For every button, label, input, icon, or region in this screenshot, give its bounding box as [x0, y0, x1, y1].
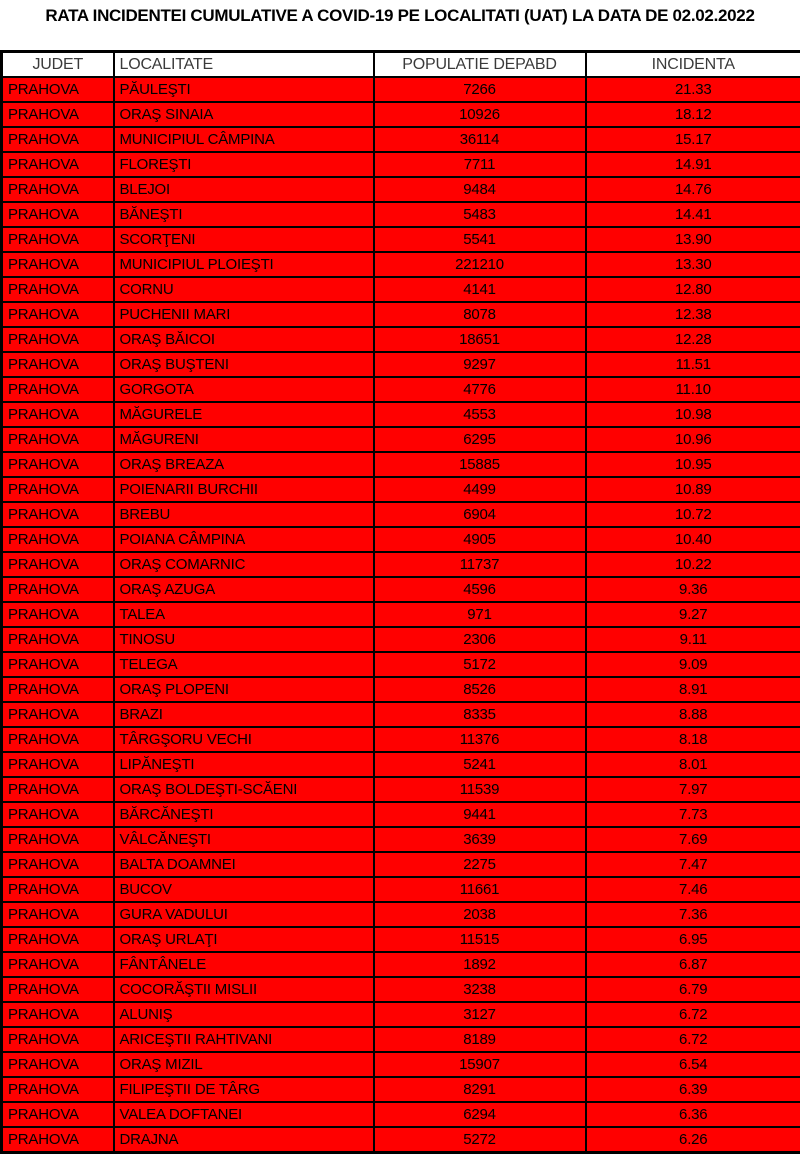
table-row: [2, 627, 800, 652]
cell-localitate: MĂGURELE: [114, 402, 374, 427]
cell-populatie: 11539: [374, 777, 586, 802]
cell-incidenta: 14.76: [586, 177, 800, 202]
cell-judet: PRAHOVA: [2, 702, 114, 727]
incidence-table: [0, 50, 800, 1154]
cell-populatie: 15885: [374, 452, 586, 477]
cell-populatie: 4776: [374, 377, 586, 402]
cell-judet: PRAHOVA: [2, 77, 114, 102]
cell-localitate: GORGOTA: [114, 377, 374, 402]
table-header: [2, 52, 800, 78]
table-row: [2, 277, 800, 302]
cell-incidenta: 10.98: [586, 402, 800, 427]
cell-incidenta: 13.30: [586, 252, 800, 277]
cell-localitate: VÂLCĂNEŞTI: [114, 827, 374, 852]
cell-judet: PRAHOVA: [2, 102, 114, 127]
cell-populatie: 5272: [374, 1127, 586, 1153]
cell-judet: PRAHOVA: [2, 277, 114, 302]
cell-judet: PRAHOVA: [2, 727, 114, 752]
table-row: [2, 352, 800, 377]
table-row: [2, 377, 800, 402]
cell-incidenta: 10.95: [586, 452, 800, 477]
cell-judet: PRAHOVA: [2, 1102, 114, 1127]
cell-localitate: BUCOV: [114, 877, 374, 902]
column-header-judet: JUDET: [2, 52, 114, 78]
cell-populatie: 8291: [374, 1077, 586, 1102]
cell-populatie: 18651: [374, 327, 586, 352]
table-row: [2, 177, 800, 202]
cell-localitate: ORAŞ URLAŢI: [114, 927, 374, 952]
cell-localitate: ARICEŞTII RAHTIVANI: [114, 1027, 374, 1052]
cell-populatie: 4596: [374, 577, 586, 602]
cell-localitate: COCORĂŞTII MISLII: [114, 977, 374, 1002]
cell-incidenta: 14.41: [586, 202, 800, 227]
table-row: [2, 202, 800, 227]
cell-populatie: 7711: [374, 152, 586, 177]
cell-judet: PRAHOVA: [2, 652, 114, 677]
cell-localitate: BRAZI: [114, 702, 374, 727]
cell-localitate: SCORŢENI: [114, 227, 374, 252]
cell-judet: PRAHOVA: [2, 852, 114, 877]
cell-localitate: POIENARII BURCHII: [114, 477, 374, 502]
table-row: [2, 327, 800, 352]
cell-judet: PRAHOVA: [2, 1077, 114, 1102]
cell-judet: PRAHOVA: [2, 902, 114, 927]
cell-incidenta: 11.10: [586, 377, 800, 402]
cell-localitate: BREBU: [114, 502, 374, 527]
cell-localitate: ORAŞ BUŞTENI: [114, 352, 374, 377]
table-body: [2, 77, 800, 1153]
cell-judet: PRAHOVA: [2, 502, 114, 527]
cell-judet: PRAHOVA: [2, 302, 114, 327]
cell-localitate: TÂRGŞORU VECHI: [114, 727, 374, 752]
cell-localitate: FILIPEŞTII DE TÂRG: [114, 1077, 374, 1102]
table-row: [2, 427, 800, 452]
cell-populatie: 2306: [374, 627, 586, 652]
cell-incidenta: 6.87: [586, 952, 800, 977]
cell-incidenta: 10.72: [586, 502, 800, 527]
cell-judet: PRAHOVA: [2, 402, 114, 427]
table-row: [2, 902, 800, 927]
cell-judet: PRAHOVA: [2, 152, 114, 177]
cell-localitate: CORNU: [114, 277, 374, 302]
table-row: [2, 402, 800, 427]
cell-incidenta: 11.51: [586, 352, 800, 377]
cell-judet: PRAHOVA: [2, 877, 114, 902]
cell-incidenta: 6.39: [586, 1077, 800, 1102]
cell-localitate: ORAŞ PLOPENI: [114, 677, 374, 702]
cell-populatie: 11661: [374, 877, 586, 902]
cell-localitate: ORAŞ COMARNIC: [114, 552, 374, 577]
cell-incidenta: 12.80: [586, 277, 800, 302]
table-row: [2, 677, 800, 702]
table-row: [2, 127, 800, 152]
cell-populatie: 8526: [374, 677, 586, 702]
cell-judet: PRAHOVA: [2, 777, 114, 802]
cell-populatie: 8078: [374, 302, 586, 327]
cell-populatie: 5172: [374, 652, 586, 677]
cell-judet: PRAHOVA: [2, 627, 114, 652]
cell-incidenta: 10.40: [586, 527, 800, 552]
cell-populatie: 971: [374, 602, 586, 627]
cell-localitate: GURA VADULUI: [114, 902, 374, 927]
cell-localitate: FLOREŞTI: [114, 152, 374, 177]
cell-localitate: BĂNEŞTI: [114, 202, 374, 227]
table-row: [2, 652, 800, 677]
table-row: [2, 1002, 800, 1027]
cell-incidenta: 18.12: [586, 102, 800, 127]
column-header-localitate: LOCALITATE: [114, 52, 374, 78]
cell-judet: PRAHOVA: [2, 127, 114, 152]
cell-populatie: 9484: [374, 177, 586, 202]
cell-incidenta: 21.33: [586, 77, 800, 102]
cell-incidenta: 6.95: [586, 927, 800, 952]
cell-populatie: 15907: [374, 1052, 586, 1077]
cell-localitate: MUNICIPIUL PLOIEŞTI: [114, 252, 374, 277]
cell-incidenta: 8.88: [586, 702, 800, 727]
cell-judet: PRAHOVA: [2, 552, 114, 577]
cell-localitate: BĂRCĂNEŞTI: [114, 802, 374, 827]
table-row: [2, 502, 800, 527]
cell-localitate: VALEA DOFTANEI: [114, 1102, 374, 1127]
cell-localitate: FÂNTÂNELE: [114, 952, 374, 977]
table-row: [2, 302, 800, 327]
cell-incidenta: 10.22: [586, 552, 800, 577]
table-row: [2, 1052, 800, 1077]
cell-incidenta: 9.27: [586, 602, 800, 627]
table-row: [2, 752, 800, 777]
table-row: [2, 727, 800, 752]
cell-incidenta: 7.73: [586, 802, 800, 827]
cell-populatie: 3238: [374, 977, 586, 1002]
cell-populatie: 11515: [374, 927, 586, 952]
table-row: [2, 1127, 800, 1153]
cell-judet: PRAHOVA: [2, 1052, 114, 1077]
table-row: [2, 1102, 800, 1127]
cell-populatie: 36114: [374, 127, 586, 152]
cell-populatie: 10926: [374, 102, 586, 127]
cell-judet: PRAHOVA: [2, 527, 114, 552]
cell-populatie: 5483: [374, 202, 586, 227]
cell-judet: PRAHOVA: [2, 927, 114, 952]
cell-populatie: 2038: [374, 902, 586, 927]
column-header-populatie: POPULATIE DEPABD: [374, 52, 586, 78]
cell-localitate: ALUNIŞ: [114, 1002, 374, 1027]
table-row: [2, 152, 800, 177]
table-row: [2, 227, 800, 252]
cell-incidenta: 7.46: [586, 877, 800, 902]
cell-populatie: 11376: [374, 727, 586, 752]
cell-localitate: ORAŞ MIZIL: [114, 1052, 374, 1077]
cell-incidenta: 9.36: [586, 577, 800, 602]
table-row: [2, 827, 800, 852]
cell-judet: PRAHOVA: [2, 477, 114, 502]
table-row: [2, 552, 800, 577]
cell-incidenta: 10.89: [586, 477, 800, 502]
cell-localitate: DRAJNA: [114, 1127, 374, 1153]
cell-judet: PRAHOVA: [2, 802, 114, 827]
table-row: [2, 702, 800, 727]
table-row: [2, 1077, 800, 1102]
cell-localitate: TELEGA: [114, 652, 374, 677]
cell-populatie: 9297: [374, 352, 586, 377]
cell-incidenta: 15.17: [586, 127, 800, 152]
cell-judet: PRAHOVA: [2, 177, 114, 202]
cell-populatie: 8335: [374, 702, 586, 727]
cell-populatie: 6904: [374, 502, 586, 527]
cell-judet: PRAHOVA: [2, 1002, 114, 1027]
cell-localitate: POIANA CÂMPINA: [114, 527, 374, 552]
cell-judet: PRAHOVA: [2, 252, 114, 277]
cell-judet: PRAHOVA: [2, 577, 114, 602]
cell-localitate: ORAŞ AZUGA: [114, 577, 374, 602]
cell-incidenta: 6.36: [586, 1102, 800, 1127]
cell-judet: PRAHOVA: [2, 1127, 114, 1153]
cell-judet: PRAHOVA: [2, 452, 114, 477]
cell-judet: PRAHOVA: [2, 1027, 114, 1052]
cell-incidenta: 13.90: [586, 227, 800, 252]
cell-judet: PRAHOVA: [2, 327, 114, 352]
table-row: [2, 602, 800, 627]
cell-localitate: ORAŞ BOLDEŞTI-SCĂENI: [114, 777, 374, 802]
cell-localitate: TALEA: [114, 602, 374, 627]
cell-incidenta: 6.72: [586, 1027, 800, 1052]
cell-incidenta: 12.38: [586, 302, 800, 327]
cell-localitate: ORAŞ BĂICOI: [114, 327, 374, 352]
cell-judet: PRAHOVA: [2, 352, 114, 377]
table-row: [2, 452, 800, 477]
cell-populatie: 6294: [374, 1102, 586, 1127]
cell-populatie: 2275: [374, 852, 586, 877]
cell-incidenta: 7.97: [586, 777, 800, 802]
cell-populatie: 9441: [374, 802, 586, 827]
table-row: [2, 977, 800, 1002]
cell-localitate: BALTA DOAMNEI: [114, 852, 374, 877]
cell-localitate: PUCHENII MARI: [114, 302, 374, 327]
cell-incidenta: 9.11: [586, 627, 800, 652]
cell-incidenta: 9.09: [586, 652, 800, 677]
cell-localitate: PĂULEŞTI: [114, 77, 374, 102]
cell-populatie: 4905: [374, 527, 586, 552]
page-title: RATA INCIDENTEI CUMULATIVE A COVID-19 PE LOCALITATI (UAT) LA DATA DE 02.02.2022: [45, 6, 755, 25]
cell-populatie: 221210: [374, 252, 586, 277]
cell-incidenta: 6.54: [586, 1052, 800, 1077]
cell-populatie: 5541: [374, 227, 586, 252]
cell-populatie: 5241: [374, 752, 586, 777]
cell-populatie: 3127: [374, 1002, 586, 1027]
cell-judet: PRAHOVA: [2, 752, 114, 777]
cell-incidenta: 7.47: [586, 852, 800, 877]
cell-localitate: ORAŞ BREAZA: [114, 452, 374, 477]
cell-localitate: MĂGURENI: [114, 427, 374, 452]
column-header-incidenta: INCIDENTA: [586, 52, 800, 78]
cell-incidenta: 10.96: [586, 427, 800, 452]
cell-incidenta: 7.36: [586, 902, 800, 927]
table-row: [2, 802, 800, 827]
cell-incidenta: 8.18: [586, 727, 800, 752]
cell-judet: PRAHOVA: [2, 202, 114, 227]
cell-incidenta: 6.72: [586, 1002, 800, 1027]
cell-populatie: 4499: [374, 477, 586, 502]
cell-populatie: 7266: [374, 77, 586, 102]
cell-populatie: 1892: [374, 952, 586, 977]
table-row: [2, 952, 800, 977]
table-row: [2, 777, 800, 802]
cell-incidenta: 8.91: [586, 677, 800, 702]
header-row: [2, 52, 800, 78]
cell-populatie: 3639: [374, 827, 586, 852]
cell-judet: PRAHOVA: [2, 977, 114, 1002]
cell-judet: PRAHOVA: [2, 427, 114, 452]
table-row: [2, 252, 800, 277]
table-row: [2, 102, 800, 127]
table-row: [2, 927, 800, 952]
cell-localitate: BLEJOI: [114, 177, 374, 202]
cell-judet: PRAHOVA: [2, 952, 114, 977]
table-row: [2, 477, 800, 502]
cell-populatie: 4141: [374, 277, 586, 302]
cell-incidenta: 6.26: [586, 1127, 800, 1153]
table-row: [2, 852, 800, 877]
cell-populatie: 6295: [374, 427, 586, 452]
table-row: [2, 527, 800, 552]
cell-judet: PRAHOVA: [2, 227, 114, 252]
table-row: [2, 1027, 800, 1052]
table-row: [2, 577, 800, 602]
cell-incidenta: 6.79: [586, 977, 800, 1002]
cell-populatie: 8189: [374, 1027, 586, 1052]
cell-incidenta: 8.01: [586, 752, 800, 777]
cell-incidenta: 14.91: [586, 152, 800, 177]
cell-populatie: 11737: [374, 552, 586, 577]
cell-populatie: 4553: [374, 402, 586, 427]
cell-localitate: LIPĂNEŞTI: [114, 752, 374, 777]
cell-incidenta: 12.28: [586, 327, 800, 352]
cell-judet: PRAHOVA: [2, 677, 114, 702]
cell-incidenta: 7.69: [586, 827, 800, 852]
cell-localitate: ORAŞ SINAIA: [114, 102, 374, 127]
table-row: [2, 877, 800, 902]
cell-localitate: MUNICIPIUL CÂMPINA: [114, 127, 374, 152]
cell-judet: PRAHOVA: [2, 602, 114, 627]
cell-judet: PRAHOVA: [2, 827, 114, 852]
cell-judet: PRAHOVA: [2, 377, 114, 402]
table-row: [2, 77, 800, 102]
cell-localitate: TINOSU: [114, 627, 374, 652]
